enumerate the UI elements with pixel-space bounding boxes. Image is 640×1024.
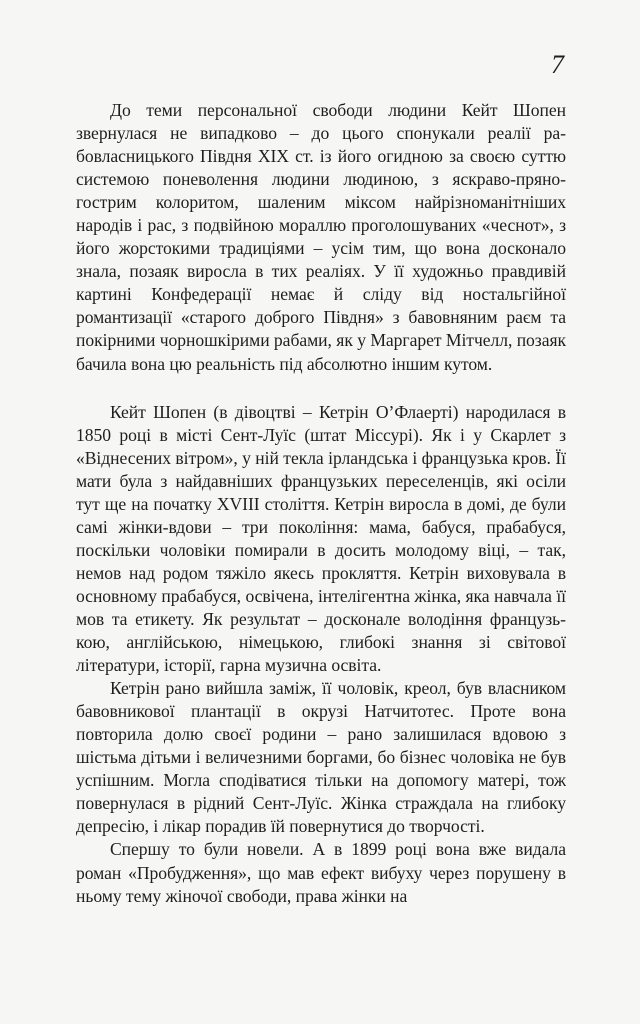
paragraph-1: До теми персональної свободи людини Кейт Шопен звернулася не випадково – до цього спонукали реалії рабовласницького Півдня XIX ст. із його огидною за своєю суттю системою поневолення людини людиною, з яскраво-пряно-гострим колоритом, шаленим міксом найрізноманітніших народів і рас, з подвійною мораллю проголошуваних «чеснот», з його жорстокими традиціями – усім тим, що вона досконало знала, позаяк виросла в тих реаліях. У її художньо правдивій картині Конфедерації немає й сліду від ностальгійної романтизації «старого доброго Півдня» з бавовняним раєм та покірними чорношкірими рабами, як у Маргарет Мітчелл, позаяк бачила вона цю реальність під абсолютно іншим кутом. bbox=[76, 100, 566, 374]
paragraph-4: Спершу то були новели. А в 1899 році вона вже видала роман «Пробудження», що мав ефект вибуху через порушену в ньому тему жіночої свободи, права жінки на bbox=[76, 839, 566, 906]
paragraph-3: Кетрін рано вийшла заміж, її чоловік, креол, був власником бавовникової плантації в окрузі Натчитотес. Проте вона повторила долю своєї родини – рано залишилася вдовою з шістьма дітьми і величезними боргами, бо бізнес чоловіка не був успішним. Могла сподіватися тільки на допомогу матері, тож повернулася в рідний Сент-Луїс. Жінка страждала на глибоку депресію, і лікар порадив їй повернутися до творчості. bbox=[76, 678, 566, 837]
page-number: 7 bbox=[551, 50, 564, 79]
book-page bbox=[76, 0, 566, 1024]
page-text bbox=[76, 99, 566, 908]
paragraph-spacer bbox=[76, 376, 566, 401]
paragraph-2: Кейт Шопен (в дівоцтві – Кетрін О’Флаерті) народилася в 1850 році в місті Сент-Луїс (штат Міссурі). Як і у Скарлет з «Віднесених вітром», у ній текла ірландська і французька кров. Її мати була з найдавніших французьких переселенців, які осіли тут ще на початку XVIII століття. Кетрін виросла в домі, де були самі жінки-вдови – три покоління: мама, бабуся, прабабуся, поскільки чоловіки помирали в досить молодому віці, – так, немов над родом тяжіло якесь прокляття. Кетрін виховувала в основному прабабуся, освічена, інтелігентна жінка, яка навчала її мов та етикету. Як результат – досконале володіння французькою, англійською, німецькою, глибокі знання зі світової літератури, історії, гарна музична освіта. bbox=[76, 401, 566, 676]
